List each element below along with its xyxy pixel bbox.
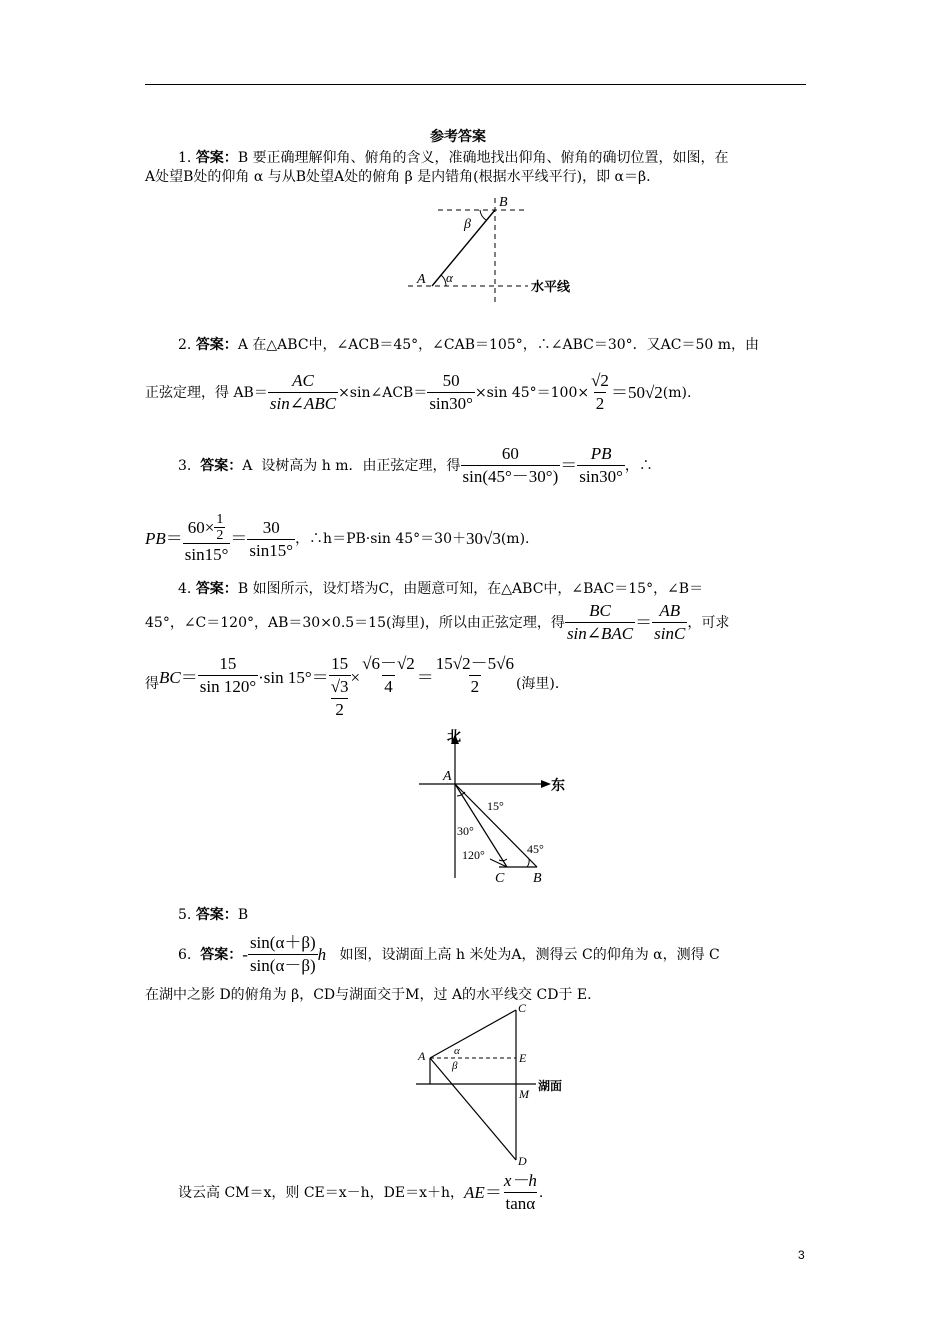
q1-answer-label: 答案： bbox=[195, 150, 238, 166]
page-title: 参考答案 bbox=[430, 129, 486, 145]
q2-text-1: 在△ABC中，∠ACB＝45°，∠CAB＝105°，∴∠ABC＝30°．又AC＝50 m，由 bbox=[252, 337, 760, 353]
q4-fig-east: 东 bbox=[551, 779, 565, 794]
q5-line bbox=[178, 906, 248, 924]
q1-line1 bbox=[178, 149, 729, 167]
q4-frac-6: $\frac{15√2-5√6}{2}$ bbox=[435, 654, 514, 696]
q4-mid: ·sin 15°＝ bbox=[258, 668, 329, 687]
q4-times: × bbox=[350, 668, 361, 687]
q4-frac-5: $\frac{√6-√2}{4}$ bbox=[362, 654, 415, 696]
q1-number: 1. bbox=[178, 150, 192, 166]
q1-fig-beta: β bbox=[464, 217, 471, 232]
q4-fig-45: 45° bbox=[527, 842, 544, 856]
q2-result: 50√2 bbox=[627, 382, 663, 402]
q6-fig-C: C bbox=[518, 1001, 527, 1015]
q3-tail: ，∴h＝PB·sin 45°＝30＋ bbox=[295, 531, 466, 547]
q3-line1 bbox=[178, 443, 653, 488]
q6-ae: AE bbox=[464, 1182, 485, 1202]
q6-fig-M: M bbox=[519, 1087, 529, 1101]
q4-fig-B: B bbox=[533, 871, 542, 886]
q3-eq-2: ＝ bbox=[165, 529, 183, 548]
q1-text-1: 要正确理解仰角、俯角的含义，准确地找出仰角、俯角的确切位置，如图，在 bbox=[252, 150, 729, 166]
q6-neg: - bbox=[242, 944, 248, 964]
q4-number: 4. bbox=[178, 581, 192, 597]
q6-line1 bbox=[178, 932, 720, 977]
q3-eq: ＝ bbox=[560, 455, 578, 475]
q4-answer-label: 答案： bbox=[195, 581, 238, 597]
q3-frac-4: $\frac{30}{\sin 15^\circ}$ bbox=[249, 517, 294, 560]
q6-figure bbox=[410, 1000, 580, 1170]
q1-line2: A处望B处的仰角 α 与从B处望A处的俯角 β 是内错角(根据水平线平行)，即 α＝β. bbox=[145, 169, 651, 185]
q4-de: 得 bbox=[145, 676, 159, 692]
q1-figure bbox=[400, 190, 590, 305]
q4-frac-1: $\frac{BC}{\text{sin∠BAC}}$ bbox=[566, 601, 634, 643]
q2-mid-1: ×sin∠ACB＝ bbox=[338, 384, 428, 401]
q5-answer: B bbox=[237, 907, 249, 923]
q6-h: h bbox=[317, 944, 327, 964]
q6-text-1: 如图，设湖面上高 h 米处为A，测得云 C的仰角为 α，测得 C bbox=[339, 946, 720, 963]
q3-therefore: ，∴ bbox=[624, 457, 653, 474]
q1-fig-alpha: α bbox=[446, 270, 453, 285]
q3-result: 30√3 bbox=[466, 529, 501, 548]
q4-fig-15: 15° bbox=[487, 799, 504, 813]
q6-text-3: 设云高 CM＝x，则 CE＝x－h，DE＝x＋h， bbox=[178, 1184, 465, 1201]
q6-line2: 在湖中之影 D的俯角为 β，CD与湖面交于M，过 A的水平线交 CD于 E. bbox=[145, 987, 592, 1003]
q1-fig-A: A bbox=[417, 272, 426, 287]
q4-frac-3: $\frac{15}{\sin 120^\circ}$ bbox=[199, 654, 257, 696]
q4-frac-2: $\frac{AB}{\sin C}$ bbox=[654, 601, 686, 643]
q4-fig-120: 120° bbox=[462, 848, 485, 862]
q4-line1 bbox=[178, 580, 703, 598]
q3-eq-3: ＝ bbox=[230, 529, 248, 548]
q6-frac-2: $\frac{x-h}{\tan\alpha}$ bbox=[503, 1171, 537, 1213]
q6-fig-E: E bbox=[519, 1051, 527, 1065]
q4-text-2a: 45°，∠C＝120°，AB＝30×0.5＝15(海里)，所以由正弦定理，得 bbox=[145, 614, 565, 631]
q3-number: 3. bbox=[178, 457, 192, 474]
q4-eq-2: ＝ bbox=[180, 668, 198, 687]
q6-fig-beta: β bbox=[452, 1060, 458, 1072]
q4-answer: B bbox=[237, 581, 249, 597]
q5-number: 5. bbox=[178, 907, 192, 923]
q6-fig-lake: 湖面 bbox=[538, 1079, 563, 1093]
q6-fig-A: A bbox=[418, 1049, 426, 1063]
q2-mid-2: ×sin 45°＝100× bbox=[474, 384, 590, 401]
q2-eq: ＝ bbox=[610, 382, 628, 402]
q4-line3 bbox=[145, 653, 569, 721]
q3-frac-3: 60× $\frac{1}{2}$ sin15° bbox=[184, 512, 229, 564]
q6-frac: $\frac{\sin(\alpha+\beta)}{\sin(\alpha-\beta)}$ bbox=[249, 933, 316, 975]
q3-text: 设树高为 h m．由正弦定理，得 bbox=[261, 457, 461, 474]
q4-fig-C: C bbox=[495, 871, 505, 886]
q4-line2 bbox=[145, 600, 729, 645]
q3-answer: A bbox=[242, 457, 253, 474]
q4-figure bbox=[415, 728, 575, 888]
q4-text-1: 如图所示，设灯塔为C，由题意可知，在△ABC中，∠BAC＝15°，∠B＝ bbox=[252, 581, 704, 597]
q6-fig-D: D bbox=[518, 1154, 527, 1168]
q1-answer: B bbox=[237, 150, 249, 166]
q2-frac-2: $\frac{50}{\sin 30^\circ}$ bbox=[429, 371, 473, 413]
q3-answer-label: 答案： bbox=[200, 457, 243, 474]
q2-prefix: 正弦定理，得 AB＝ bbox=[145, 384, 268, 401]
q4-unit: (海里)． bbox=[515, 676, 569, 692]
q6-end: . bbox=[538, 1184, 544, 1201]
q6-number: 6. bbox=[178, 946, 192, 963]
q6-eq: ＝ bbox=[484, 1182, 502, 1202]
q2-frac-1: $\frac{AC}{\text{sin∠ABC}}$ bbox=[269, 371, 337, 413]
header-rule bbox=[145, 84, 806, 85]
q3-unit: (m). bbox=[500, 531, 530, 547]
q4-frac-4: 15 √3 2 bbox=[330, 654, 349, 719]
q4-text-2b: ，可求 bbox=[687, 614, 730, 631]
q3-pb: PB bbox=[145, 529, 166, 548]
q4-eq-3: ＝ bbox=[416, 668, 434, 687]
q3-line2 bbox=[145, 512, 530, 566]
q1-fig-B: B bbox=[499, 195, 508, 210]
page-number: 3 bbox=[798, 1248, 805, 1262]
q3-frac-1: $\frac{60}{\sin(45^\circ-30^\circ)}$ bbox=[462, 444, 559, 486]
q2-line1 bbox=[178, 336, 759, 354]
q2-frac-3: $\frac{√2}{2}$ bbox=[591, 371, 609, 413]
q4-eq: ＝ bbox=[635, 612, 653, 632]
q4-bc: BC bbox=[159, 668, 181, 687]
q6-fig-alpha: α bbox=[454, 1045, 460, 1057]
q4-fig-30: 30° bbox=[457, 824, 474, 838]
q2-unit: (m). bbox=[662, 384, 692, 401]
q2-answer: A bbox=[237, 337, 248, 353]
q6-answer-label: 答案： bbox=[200, 946, 243, 963]
q3-frac-2: $\frac{PB}{\sin 30^\circ}$ bbox=[579, 444, 623, 486]
q2-answer-label: 答案： bbox=[195, 337, 238, 353]
q1-fig-horizontal: 水平线 bbox=[531, 279, 571, 294]
q2-number: 2. bbox=[178, 337, 192, 353]
q4-fig-north: 北 bbox=[447, 730, 461, 745]
q4-fig-A: A bbox=[443, 769, 452, 784]
q2-line2 bbox=[145, 370, 691, 415]
q6-line3 bbox=[178, 1170, 543, 1215]
q5-answer-label: 答案： bbox=[195, 907, 238, 923]
